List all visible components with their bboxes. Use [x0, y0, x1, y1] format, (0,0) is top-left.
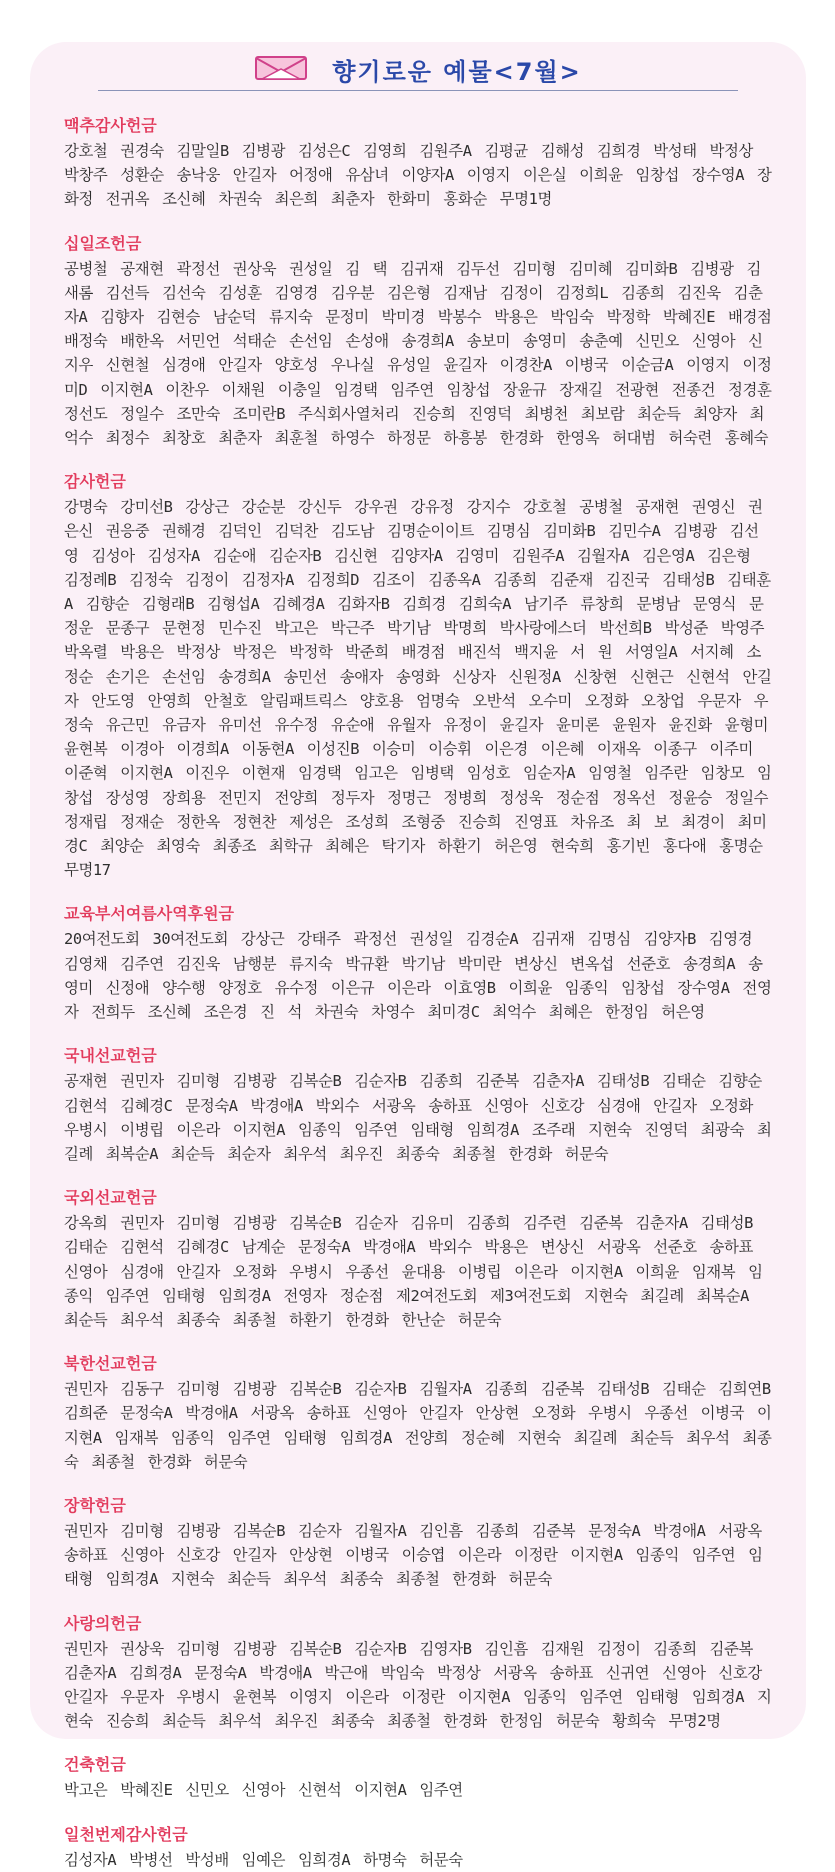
section-education-support	[64, 904, 772, 1024]
section-thanksgiving	[64, 472, 772, 882]
offering-list-panel	[30, 42, 806, 1869]
section-domestic-mission	[64, 1046, 772, 1166]
section-title: 국외선교헌금	[64, 1188, 157, 1208]
envelope-icon	[254, 54, 308, 82]
section-names: 강옥희 권민자 김미형 김병광 김복순B 김순자 김유미 김종희 김주련 김준복 김춘자A 김태성B 김태순 김현석 김혜경C 남계순 문정숙A 박경애A 박외수 박용은 변상신 서광옥 선준호 송하표 신영아 심경애 안길자 오정화 우병시 우종선 윤대용 이병립 이은라 이지현A 이희윤 임재복 임종익 임주연 임태형 임희경A 전영자 정순점 제2여전도회 제3여전도회 지현숙 최길례 최복순A 최순득 최우석 최종숙 최종철 하환기 한경화 한난순 허문숙	[64, 1214, 763, 1329]
section-names: 공재현 권민자 김미형 김병광 김복순B 김순자B 김종희 김준복 김춘자A 김태성B 김태순 김향순 김현석 김혜경C 문정숙A 박경애A 박외수 서광옥 송하표 신영아 신호강 심경애 안길자 오정화 우병시 이병립 이은라 이지현A 임종익 임주연 임태형 임희경A 조주래 지현숙 진영덕 최광숙 최길례 최복순A 최순득 최순자 최우석 최우진 최종숙 최종철 한경화 허문숙	[64, 1072, 772, 1163]
section-thanksgiving-harvest	[64, 116, 772, 212]
offering-sections	[64, 94, 772, 1872]
section-names: 강호철 권경숙 김말일B 김병광 김성은C 김영희 김원주A 김평균 김해성 김희경 박성태 박정상 박창주 성환순 송낙웅 안길자 어정애 유삼녀 이양자A 이영지 이은실 이희윤 임창섭 장수영A 장화정 전귀옥 조신혜 차권숙 최은희 최춘자 한화미 홍화순 무명1명	[64, 142, 772, 209]
section-building	[64, 1755, 772, 1802]
section-tithe	[64, 234, 772, 451]
section-title: 건축헌금	[64, 1755, 126, 1775]
page-header	[64, 42, 772, 94]
page-title: 향기로운 예물<7월>	[332, 58, 582, 86]
section-title: 국내선교헌금	[64, 1046, 157, 1066]
section-title: 장학헌금	[64, 1495, 126, 1515]
section-overseas-mission	[64, 1188, 772, 1332]
section-scholarship	[64, 1496, 772, 1592]
section-north-korea-mission	[64, 1354, 772, 1474]
section-title: 북한선교헌금	[64, 1354, 157, 1374]
section-names: 김성자A 박병선 박성배 임예은 임희경A 하명숙 허문숙	[64, 1850, 463, 1869]
section-names: 20여전도회 30여전도회 강상근 강태주 곽정선 권성일 김경순A 김귀재 김명심 김양자B 김영경 김영채 김주연 김진욱 남행분 류지숙 박규환 박기남 박미란 변상신 변옥섭 선준호 송경희A 송영미 신정애 양수행 양정호 유수정 이은규 이은라 이효영B 이희윤 임종익 임창섭 장수영A 전영자 전희두 조신혜 조은경 진 석 차권숙 차영수 최미경C 최억수 최혜은 한정임 허은영	[64, 930, 772, 1022]
section-names: 공병철 공재현 곽정선 권상욱 권성일 김 택 김귀재 김두선 김미형 김미혜 김미화B 김병광 김새롬 김선득 김선숙 김성훈 김영경 김우분 김은형 김재남 김정이 김정희L 김종희 김진욱 김춘자A 김향자 김현승 남순덕 류지숙 문정미 박미경 박봉수 박용은 박임숙 박정학 박혜진E 배경점 배정숙 배한옥 서민언 석태순 손선임 손성애 송경희A 송보미 송영미 송춘예 신민오 신영아 신지우 신현철 심경애 안길자 양호성 우나실 유성일 윤길자 이경찬A 이병국 이순금A 이영지 이정미D 이지현A 이찬우 이채원 이충일 임경택 임주연 임창섭 장윤규 장재길 전광현 전종건 정경훈 정선도 정일수 조만숙 조미란B 주식회사열처리 진승희 진영덕 최병천 최보람 최순득 최양자 최억수 최정수 최창호 최춘자 최훈철 하영수 하정문 하흥봉 한경화 한영옥 허대범 허숙련 홍혜숙	[64, 259, 772, 448]
section-title: 감사헌금	[64, 472, 126, 492]
header-divider	[98, 90, 738, 91]
section-title: 일천번제감사헌금	[64, 1824, 188, 1844]
section-names: 박고은 박혜진E 신민오 신영아 신현석 이지현A 임주연	[64, 1781, 463, 1800]
section-title: 사랑의헌금	[64, 1613, 142, 1633]
section-title: 십일조헌금	[64, 233, 142, 253]
section-thousand-offering	[64, 1825, 772, 1872]
section-names: 권민자 김미형 김병광 김복순B 김순자 김월자A 김인흠 김종희 김준복 문정숙A 박경애A 서광옥 송하표 신영아 신호강 안길자 안상현 이병국 이승엽 이은라 이정란 이지현A 임종익 임주연 임태형 임희경A 지현숙 최순득 최우석 최종숙 최종철 한경화 허문숙	[64, 1521, 763, 1589]
section-title: 맥추감사헌금	[64, 116, 157, 135]
section-names: 권민자 김동구 김미형 김병광 김복순B 김순자B 김월자A 김종희 김준복 김태성B 김태순 김희연B 김희준 문정숙A 박경애A 서광옥 송하표 신영아 안길자 안상현 오정화 우병시 우종선 이병국 이지현A 임재복 임종익 임주연 임태형 임희경A 전양희 정순혜 지현숙 최길례 최순득 최우석 최종숙 최종철 한경화 허문숙	[64, 1380, 772, 1471]
section-title: 교육부서여름사역후원금	[64, 904, 235, 924]
page-title-wrap	[254, 52, 582, 87]
section-names: 권민자 권상욱 김미형 김병광 김복순B 김순자B 김영자B 김인흠 김재원 김정이 김종희 김준복 김춘자A 김희경A 문정숙A 박경애A 박근애 박임숙 박정상 서광옥 송하표 신귀연 신영아 신호강 안길자 우문자 우병시 윤현복 이영지 이은라 이정란 이지현A 임종익 임주연 임태형 임희경A 지현숙 진승희 최순득 최우석 최우진 최종숙 최종철 한경화 한정임 허문숙 황희숙 무명2명	[64, 1639, 772, 1731]
section-names: 강명숙 강미선B 강상근 강순분 강신두 강우권 강유정 강지수 강호철 공병철 공재현 권영신 권은신 권응중 권해경 김덕인 김덕찬 김도남 김명순이이트 김명심 김미화B 김민수A 김병광 김선영 김성아 김성자A 김순애 김순자B 김신현 김양자A 김영미 김원주A 김월자A 김은영A 김은형 김정례B 김정숙 김정이 김정자A 김정희D 김조이 김종옥A 김종희 김준재 김진국 김태성B 김태훈A 김향순 김형래B 김형섭A 김혜경A 김화자B 김희경 김희숙A 남기주 류창희 문병남 문영식 문정운 문종구 문현정 민수진 박고은 박근주 박기남 박명희 박사랑에스더 박선희B 박성준 박영주 박옥렬 박용은 박정상 박정은 박정학 박준희 배경점 배진석 백지윤 서 원 서영일A 서지혜 소정순 손기은 손선임 송경희A 송민선 송애자 송영화 신상자 신원정A 신창현 신현근 신현석 안길자 안도영 안영희 안철호 알림패트릭스 양호용 엄명숙 오반석 오수미 오정화 오창업 우문자 우정숙 유근민 유금자 유미선 유수정 유순애 유월자 유정이 윤길자 윤미론 윤원자 윤진화 윤형미 윤현복 이경아 이경희A 이동현A 이성진B 이승미 이승휘 이은경 이은혜 이재옥 이종구 이주미 이준혁 이지현A 이진우 이현재 임경택 임고은 임병택 임성호 임순자A 임영철 임주란 임창모 임창섭 장성영 장희용 전민지 전양희 정두자 정명근 정병희 정성욱 정순점 정옥선 정윤승 정일수 정재립 정재순 정한옥 정현찬 제성은 조성희 조형중 진승희 진영표 차유조 최 보 최경이 최미경C 최양순 최영숙 최종조 최학규 최혜은 탁기자 하환기 허은영 현숙희 홍기빈 홍다애 홍명순 무명17	[64, 498, 772, 880]
section-love	[64, 1614, 772, 1734]
